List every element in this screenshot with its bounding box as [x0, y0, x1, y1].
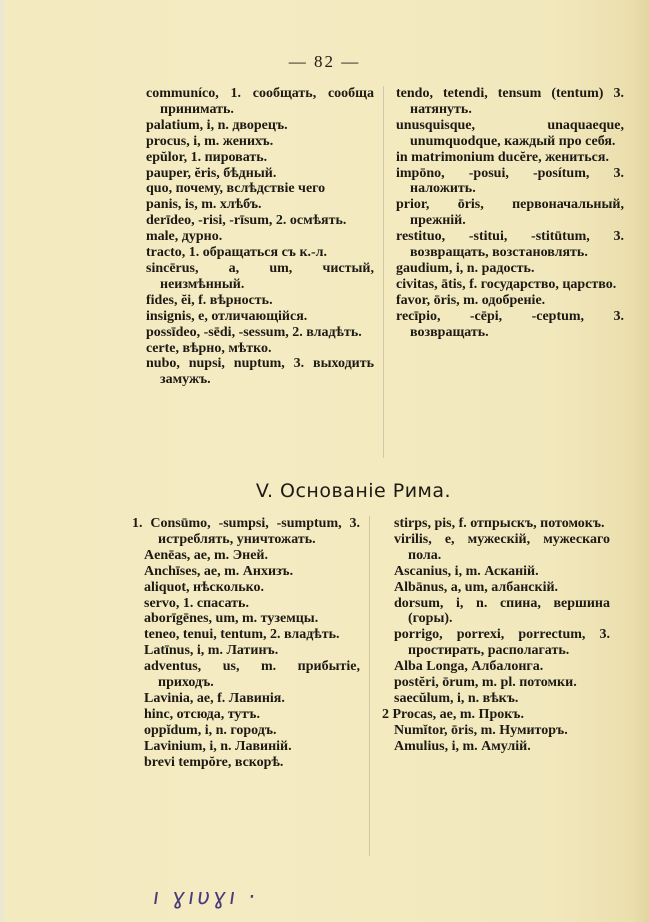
vocab-entry: porrigo, porrexi, porrectum, 3. простирать, располагать. — [394, 627, 610, 659]
vocab-entry: male, дурно. — [146, 229, 223, 245]
vocab-entry: oppĭdum, i, n. городъ. — [144, 722, 277, 738]
vocab-entry: aliquot, нѣсколько. — [144, 579, 265, 595]
vocab-entry: sincērus, a, um, чистый, неизмѣнный. — [146, 260, 374, 292]
vocab-entry: favor, ōris, m. одобреніе. — [396, 292, 546, 308]
vocab-entry: brevi tempŏre, вскорѣ. — [144, 754, 284, 770]
vocab-entry: in matrimonium ducĕre, жениться. — [396, 149, 609, 165]
vocab-entry: civitas, ātis, f. государство, царство. — [396, 276, 617, 292]
bottom-right-column — [370, 516, 610, 856]
vocab-entry: Albānus, a, um, албанскій. — [394, 579, 559, 595]
vocab-entry: recīpio, -cēpi, -ceptum, 3. возвращать. — [396, 308, 624, 340]
vocab-entry: Amulius, i, m. Амулій. — [394, 738, 531, 754]
vocab-entry: tendo, tetendi, tensum (tentum) 3. натянуть. — [396, 86, 624, 117]
vocab-entry: gaudium, i, n. радость. — [396, 260, 535, 276]
vocab-entry: aborīgēnes, um, m. туземцы. — [144, 611, 319, 627]
vocabulary-bottom-section — [132, 516, 642, 856]
vocab-entry: Anchīses, ae, m. Анхизъ. — [144, 563, 294, 579]
vocab-entry: unusquisque, unaquaeque, unumquodque, каждый про себя. — [396, 117, 624, 149]
vocab-entry: pauper, ĕris, бѣдный. — [146, 165, 277, 181]
vocab-entry: Alba Longa, Албалонга. — [394, 659, 544, 675]
section-title: V. Основаніе Рима. — [255, 480, 452, 502]
vocab-entry: Lavinium, i, n. Лавиній. — [144, 738, 292, 754]
vocab-entry: insignis, e, отличающійся. — [146, 308, 308, 324]
vocab-entry: stirps, pis, f. отпрыскъ, потомокъ. — [394, 516, 605, 531]
bottom-left-column — [132, 516, 370, 856]
vocab-entry: 2 Procas, ae, m. Прокъ. — [382, 706, 524, 722]
vocab-entry: Numĭtor, ōris, m. Нумиторъ. — [394, 722, 568, 738]
vocab-entry: restituo, -stitui, -stitūtum, 3. возвращать, возстановлять. — [396, 229, 624, 261]
vocab-entry: hinc, отсюда, тутъ. — [144, 706, 260, 722]
vocab-entry: impōno, -posui, -posítum, 3. наложить. — [396, 165, 624, 197]
vocab-entry: virilis, e, мужескій, мужескаго пола. — [394, 531, 610, 563]
vocab-entry: fides, ĕi, f. вѣрность. — [146, 292, 273, 308]
vocab-entry: dorsum, i, n. спина, вершина (горы). — [394, 595, 610, 627]
vocab-entry: postĕri, ōrum, m. pl. потомки. — [394, 675, 577, 691]
vocab-entry: possīdeo, -sēdi, -sessum, 2. владѣть. — [146, 324, 362, 340]
vocab-entry: Ascanius, i, m. Асканій. — [394, 563, 539, 579]
page-number: — 82 — — [288, 52, 361, 71]
vocab-entry: servo, 1. спасать. — [144, 595, 249, 611]
vocab-entry: derīdeo, -risi, -rīsum, 2. осмѣять. — [146, 213, 347, 229]
vocab-entry: adventus, us, m. прибытіе, приходъ. — [144, 659, 360, 691]
handwritten-annotation: ı ɣıυɣı · — [151, 885, 261, 910]
vocab-entry: 1. Consūmo, -sumpsi, -sumptum, 3. истреблять, уничтожать. — [132, 516, 360, 547]
top-left-column — [146, 86, 384, 458]
vocab-entry: Lavinia, ae, f. Лавинія. — [144, 690, 285, 706]
vocab-entry: certe, вѣрно, мѣтко. — [146, 340, 272, 356]
vocab-entry: procus, i, m. женихъ. — [146, 133, 274, 149]
vocab-entry: communíco, 1. сообщать, сообща принимать. — [146, 86, 374, 117]
vocab-entry: Latīnus, i, m. Латинъ. — [144, 643, 279, 659]
vocabulary-top-section — [146, 86, 642, 458]
vocab-entry: nubo, nupsi, nuptum, 3. выходить замужъ. — [146, 356, 374, 388]
vocab-entry: tracto, 1. обращаться съ к.-л. — [146, 245, 328, 261]
vocab-entry: saecŭlum, i, n. вѣкъ. — [394, 690, 519, 706]
vocab-entry: epŭlor, 1. пировать. — [146, 149, 268, 165]
top-right-column — [384, 86, 624, 458]
vocab-entry: Aenēas, ae, m. Эней. — [144, 547, 268, 563]
vocab-entry: panis, is, m. хлѣбъ. — [146, 197, 262, 213]
vocab-entry: prior, ōris, первоначальный, прежній. — [396, 197, 624, 229]
vocab-entry: teneo, tenui, tentum, 2. владѣть. — [144, 627, 340, 643]
vocab-entry: palatium, i, n. дворецъ. — [146, 117, 288, 133]
vocab-entry: quo, почему, вслѣдствіе чего — [146, 181, 326, 197]
